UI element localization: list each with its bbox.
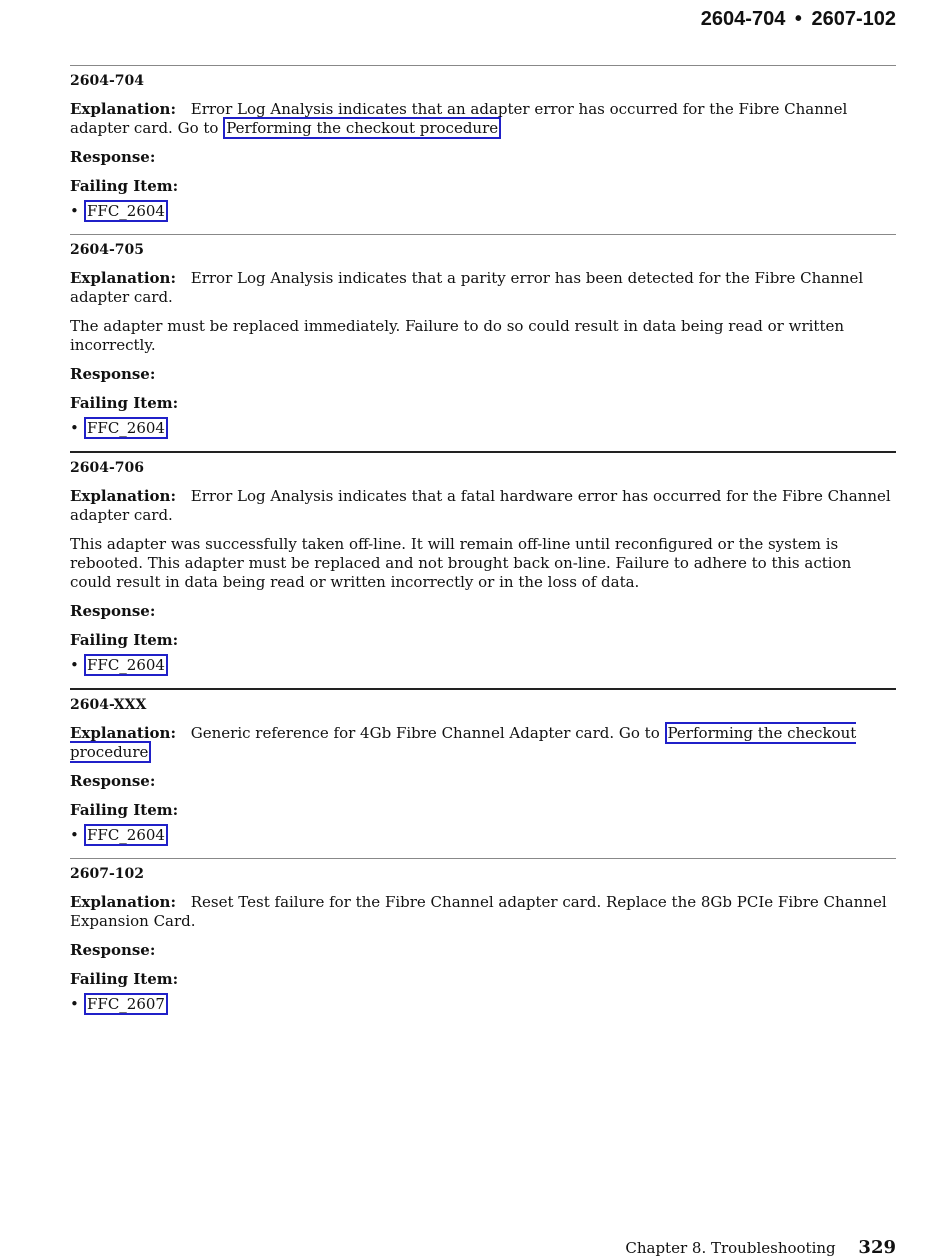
list-item [70,993,896,1015]
ffc-link[interactable]: FFC_2604 [84,200,168,222]
response-label: Response: [70,772,156,790]
list-item [70,824,896,846]
bullet-icon: • [70,656,79,674]
header-separator: • [794,8,802,30]
bullet-icon: • [70,202,79,220]
failing-item-list [70,200,896,222]
checkout-procedure-link[interactable]: Performing the checkout procedure [223,117,501,139]
ffc-link[interactable]: FFC_2604 [84,417,168,439]
error-code: 2604-705 [70,242,144,258]
explanation [70,487,896,525]
explanation-text: Reset Test failure for the Fibre Channel adapter card. Replace the 8Gb PCIe Fibre Channel Expansion Card. [70,893,887,930]
error-code: 2604-XXX [70,697,147,713]
response-label: Response: [70,602,156,620]
bullet-icon: • [70,826,79,844]
explanation-detail: The adapter must be replaced immediately. Failure to do so could result in data being read or written incorrectly. [70,317,845,354]
explanation [70,893,896,931]
failing-item-list [70,417,896,439]
failing-item-label: Failing Item: [70,970,179,988]
explanation-detail: This adapter was successfully taken off-line. It will remain off-line until reconfigured or the system is rebooted. This adapter must be replaced and not brought back on-line. Failure to adhere to this action could result in data being read or written incorrectly or in the loss of data. [70,535,852,591]
explanation [70,269,896,307]
explanation-text: Error Log Analysis indicates that an adapter error has occurred for the Fibre Channel adapter card. Go to [70,100,848,137]
list-item [70,200,896,222]
header-left-code: 2604-704 [700,8,786,30]
bullet-icon: • [70,995,79,1013]
response-label: Response: [70,148,156,166]
explanation-label: Explanation: [70,100,176,118]
ffc-link[interactable]: FFC_2604 [84,824,168,846]
explanation [70,100,896,138]
explanation-label: Explanation: [70,487,176,505]
checkout-procedure-link[interactable]: Performing the checkout procedure [70,724,857,761]
page-number: 329 [858,1237,896,1258]
ffc-link[interactable]: FFC_2604 [84,654,168,676]
error-entry [70,858,896,1027]
failing-item-label: Failing Item: [70,631,179,649]
explanation-label: Explanation: [70,269,176,287]
explanation [70,724,896,762]
list-item [70,417,896,439]
list-item [70,654,896,676]
error-code-list [70,65,896,1027]
explanation-text: Generic reference for 4Gb Fibre Channel Adapter card. Go to [190,724,660,742]
failing-item-list [70,824,896,846]
explanation-label: Explanation: [70,893,176,911]
error-entry [70,451,896,688]
chapter-title: Chapter 8. Troubleshooting [625,1239,836,1257]
ffc-link[interactable]: FFC_2607 [84,993,168,1015]
error-entry [70,234,896,451]
failing-item-list [70,993,896,1015]
error-code: 2604-704 [70,73,144,89]
error-entry [70,688,896,858]
bullet-icon: • [70,419,79,437]
explanation-text: Error Log Analysis indicates that a parity error has been detected for the Fibre Channel adapter card. [70,269,864,306]
explanation-text: Error Log Analysis indicates that a fatal hardware error has occurred for the Fibre Channel adapter card. [70,487,891,524]
error-entry [70,65,896,234]
response-label: Response: [70,941,156,959]
error-code: 2607-102 [70,866,144,882]
explanation-label: Explanation: [70,724,176,742]
failing-item-label: Failing Item: [70,394,179,412]
failing-item-label: Failing Item: [70,801,179,819]
page-header [701,8,896,31]
page-footer [625,1237,896,1258]
error-code: 2604-706 [70,460,144,476]
header-right-code: 2607-102 [811,8,896,30]
failing-item-label: Failing Item: [70,177,179,195]
response-label: Response: [70,365,156,383]
failing-item-list [70,654,896,676]
